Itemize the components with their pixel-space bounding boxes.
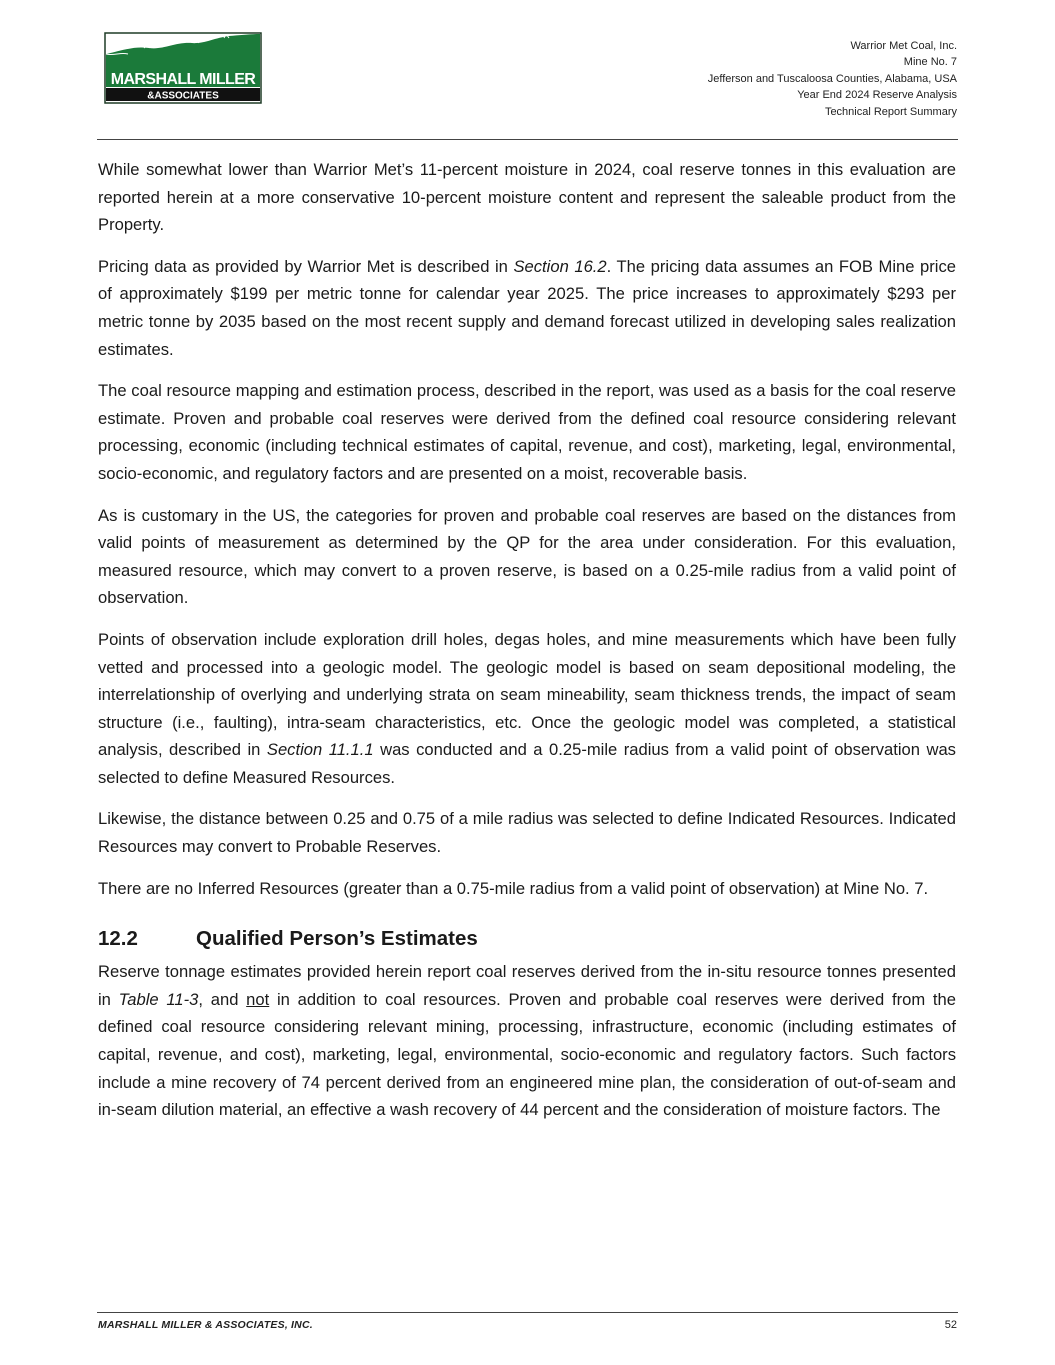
paragraph-reserve-categories: As is customary in the US, the categories for proven and probable coal reserves are based on the distances from valid points of measurement as determined by the QP for the area under consideration. For this evaluation, measured resource, which may convert to a proven reserve, is based on a 0.25-mile radius from a valid point of observation. <box>98 505 956 608</box>
company-logo <box>104 32 262 104</box>
section-title: Qualified Person’s Estimates <box>196 927 478 951</box>
text-run: in addition to coal resources. Proven and probable coal reserves were derived from the defined coal resource considering relevant mining, processing, infrastructure, economic (including estimates of capital, revenue, and cost), marketing, legal, environmental, socio-economic and regulatory factors. Such factors include a mine recovery of 74 percent derived from an engineered mine plan, the consideration of out-of-seam and in-seam dilution material, an effective a wash recovery of 44 percent and the consideration of moisture factors. The <box>98 989 956 1120</box>
paragraph-pricing <box>98 253 956 363</box>
footer-company: MARSHALL MILLER & ASSOCIATES, INC. <box>98 1319 313 1331</box>
document-header-info <box>708 38 957 120</box>
section-reference: Section 16.2 <box>513 256 607 276</box>
page-body <box>98 156 956 1138</box>
section-heading <box>98 924 956 954</box>
header-divider <box>97 139 958 140</box>
logo-subtitle: &ASSOCIATES <box>147 90 219 102</box>
header-company: Warrior Met Coal, Inc. <box>850 40 957 52</box>
paragraph-inferred-resources: There are no Inferred Resources (greater than a 0.75-mile radius from a valid point of observation) at Mine No. 7. <box>98 878 929 898</box>
header-mine: Mine No. 7 <box>903 56 957 69</box>
text-run: was conducted and a 0.25-mile radius from a valid point of observation was selected to define Measured Resources. <box>98 740 956 787</box>
text-run: Pricing data as provided by Warrior Met is described in <box>98 256 514 276</box>
page-number: 52 <box>944 1319 957 1331</box>
footer-divider <box>97 1312 958 1313</box>
logo-graphic <box>104 32 262 104</box>
text-run: Reserve tonnage estimates provided herein report coal reserves derived from the in-situ resource tonnes presented in <box>98 962 956 1009</box>
paragraph-estimation-process: The coal resource mapping and estimation process, described in the report, was used as a basis for the coal reserve estimate. Proven and probable coal reserves were derived from the defined coal resource considering relevant processing, economic (including technical estimates of capital, revenue, and cost), marketing, legal, environmental, socio-economic, and regulatory factors and are presented on a moist, recoverable basis. <box>98 381 956 483</box>
header-report-period: Year End 2024 Reserve Analysis <box>797 89 957 102</box>
table-reference: Table 11-3 <box>118 989 199 1009</box>
underlined-emphasis: not <box>246 989 270 1009</box>
text-run: Points of observation include exploration drill holes, degas holes, and mine measurements which have been fully vetted and processed into a geologic model. The geologic model is based on seam depositional modeling, the interrelationship of overlying and underlying strata on seam mineability, seam thickness trends, the impact of seam structure (i.e., faulting), intra-seam characteristics, etc. Once the geologic model was completed, a statistical analysis, described in <box>98 629 956 760</box>
text-run: , and <box>198 989 247 1009</box>
section-reference: Section 11.1.1 <box>266 740 374 760</box>
paragraph-points-of-observation <box>98 626 956 792</box>
paragraph-qp-estimates <box>98 958 956 1124</box>
logo-wordmark: MARSHALL MILLER <box>110 71 256 88</box>
header-location: Jefferson and Tuscaloosa Counties, Alabama, USA <box>707 72 957 85</box>
section-number: 12.2 <box>98 927 138 951</box>
paragraph-indicated-resources: Likewise, the distance between 0.25 and 0.75 of a mile radius was selected to define Indicated Resources. Indicated Resources may convert to Probable Reserves. <box>98 809 956 857</box>
paragraph-moisture: While somewhat lower than Warrior Met’s 11-percent moisture in 2024, coal reserve tonnes in this evaluation are reported herein at a more conservative 10-percent moisture content and represent the saleable product from the Property. <box>98 160 956 235</box>
header-report-type: Technical Report Summary <box>824 105 957 118</box>
text-run: . The pricing data assumes an FOB Mine price of approximately $199 per metric tonne for calendar year 2025. The price increases to approximately $293 per metric tonne by 2035 based on the most recent supply and demand forecast utilized in developing sales realization estimates. <box>98 256 956 359</box>
